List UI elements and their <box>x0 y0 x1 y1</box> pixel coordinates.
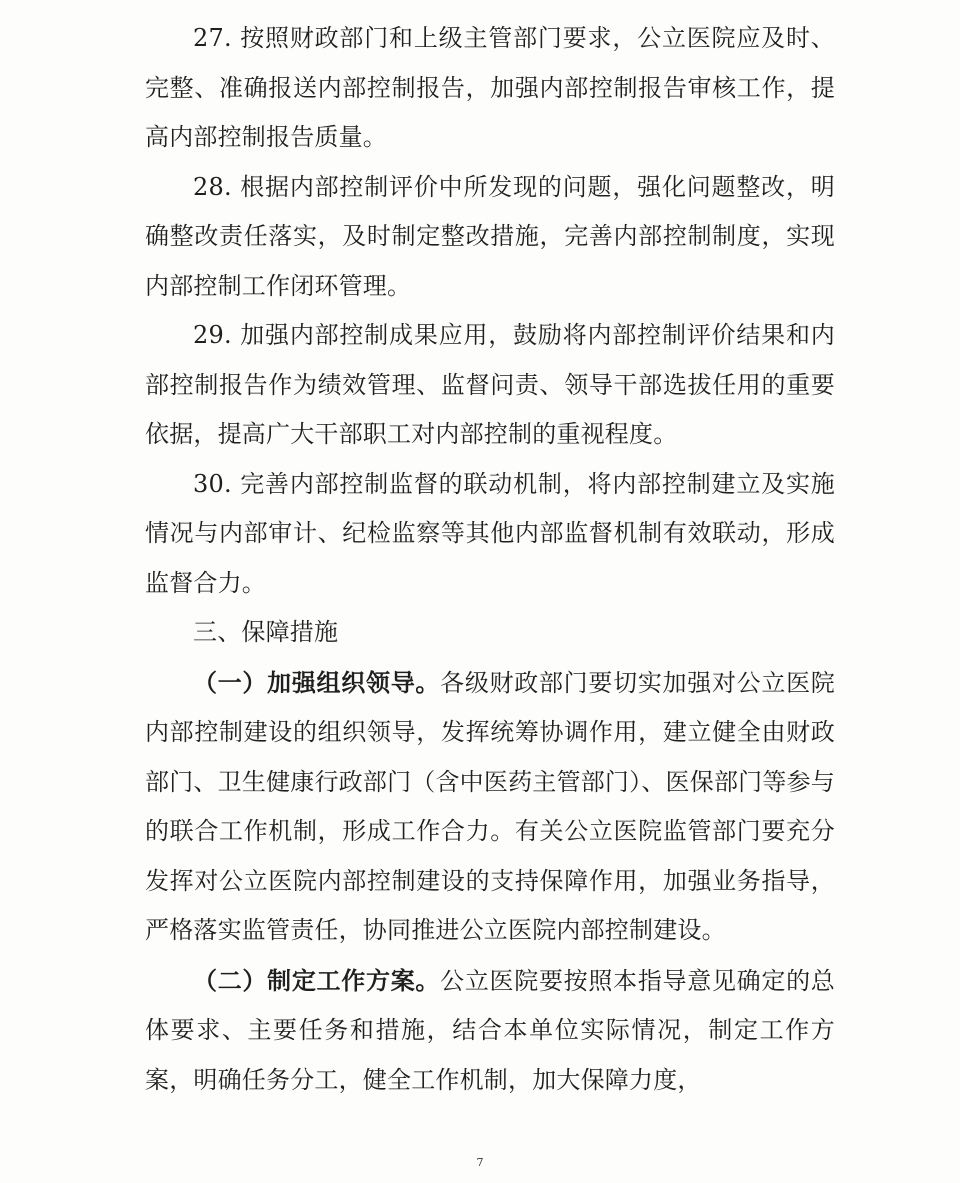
document-body <box>145 14 835 1105</box>
measure-text: 公立医院要按照本指导意见确定的总体要求、主要任务和措施，结合本单位实际情况，制定工作方案，明确任务分工，健全工作机制，加大保障力度， <box>145 966 836 1094</box>
section-heading: 三、保障措施 <box>193 618 339 646</box>
page-number: 7 <box>476 1156 484 1169</box>
paragraph-29: 29. 加强内部控制成果应用，鼓励将内部控制评价结果和内部控制报告作为绩效管理、监督问责、领导干部选拔任用的重要依据，提高广大干部职工对内部控制的重视程度。 <box>145 321 835 448</box>
paragraph-28: 28. 根据内部控制评价中所发现的问题，强化问题整改，明确整改责任落实，及时制定整改措施，完善内部控制制度，实现内部控制工作闭环管理。 <box>145 172 835 300</box>
paragraph-27: 27. 按照财政部门和上级主管部门要求，公立医院应及时、完整、准确报送内部控制报告，加强内部控制报告审核工作，提高内部控制报告质量。 <box>145 24 835 151</box>
paragraph-30: 30. 完善内部控制监督的联动机制，将内部控制建立及实施情况与内部审计、纪检监察等其他内部监督机制有效联动，形成监督合力。 <box>145 469 835 597</box>
measure-lead: （一）加强组织领导。 <box>193 667 441 697</box>
measure-work-plan <box>145 956 835 1106</box>
measure-lead: （二）制定工作方案。 <box>193 965 441 995</box>
measure-organization-leadership <box>145 658 835 956</box>
measure-text: 各级财政部门要切实加强对公立医院内部控制建设的组织领导，发挥统筹协调作用，建立健全由财政部门、卫生健康行政部门（含中医药主管部门）、医保部门等参与的联合工作机制，形成工作合力。有关公立医院监管部门要充分发挥对公立医院内部控制建设的支持保障作用，加强业务指导，严格落实监管责任，协同推进公立医院内部控制建设。 <box>145 668 836 944</box>
